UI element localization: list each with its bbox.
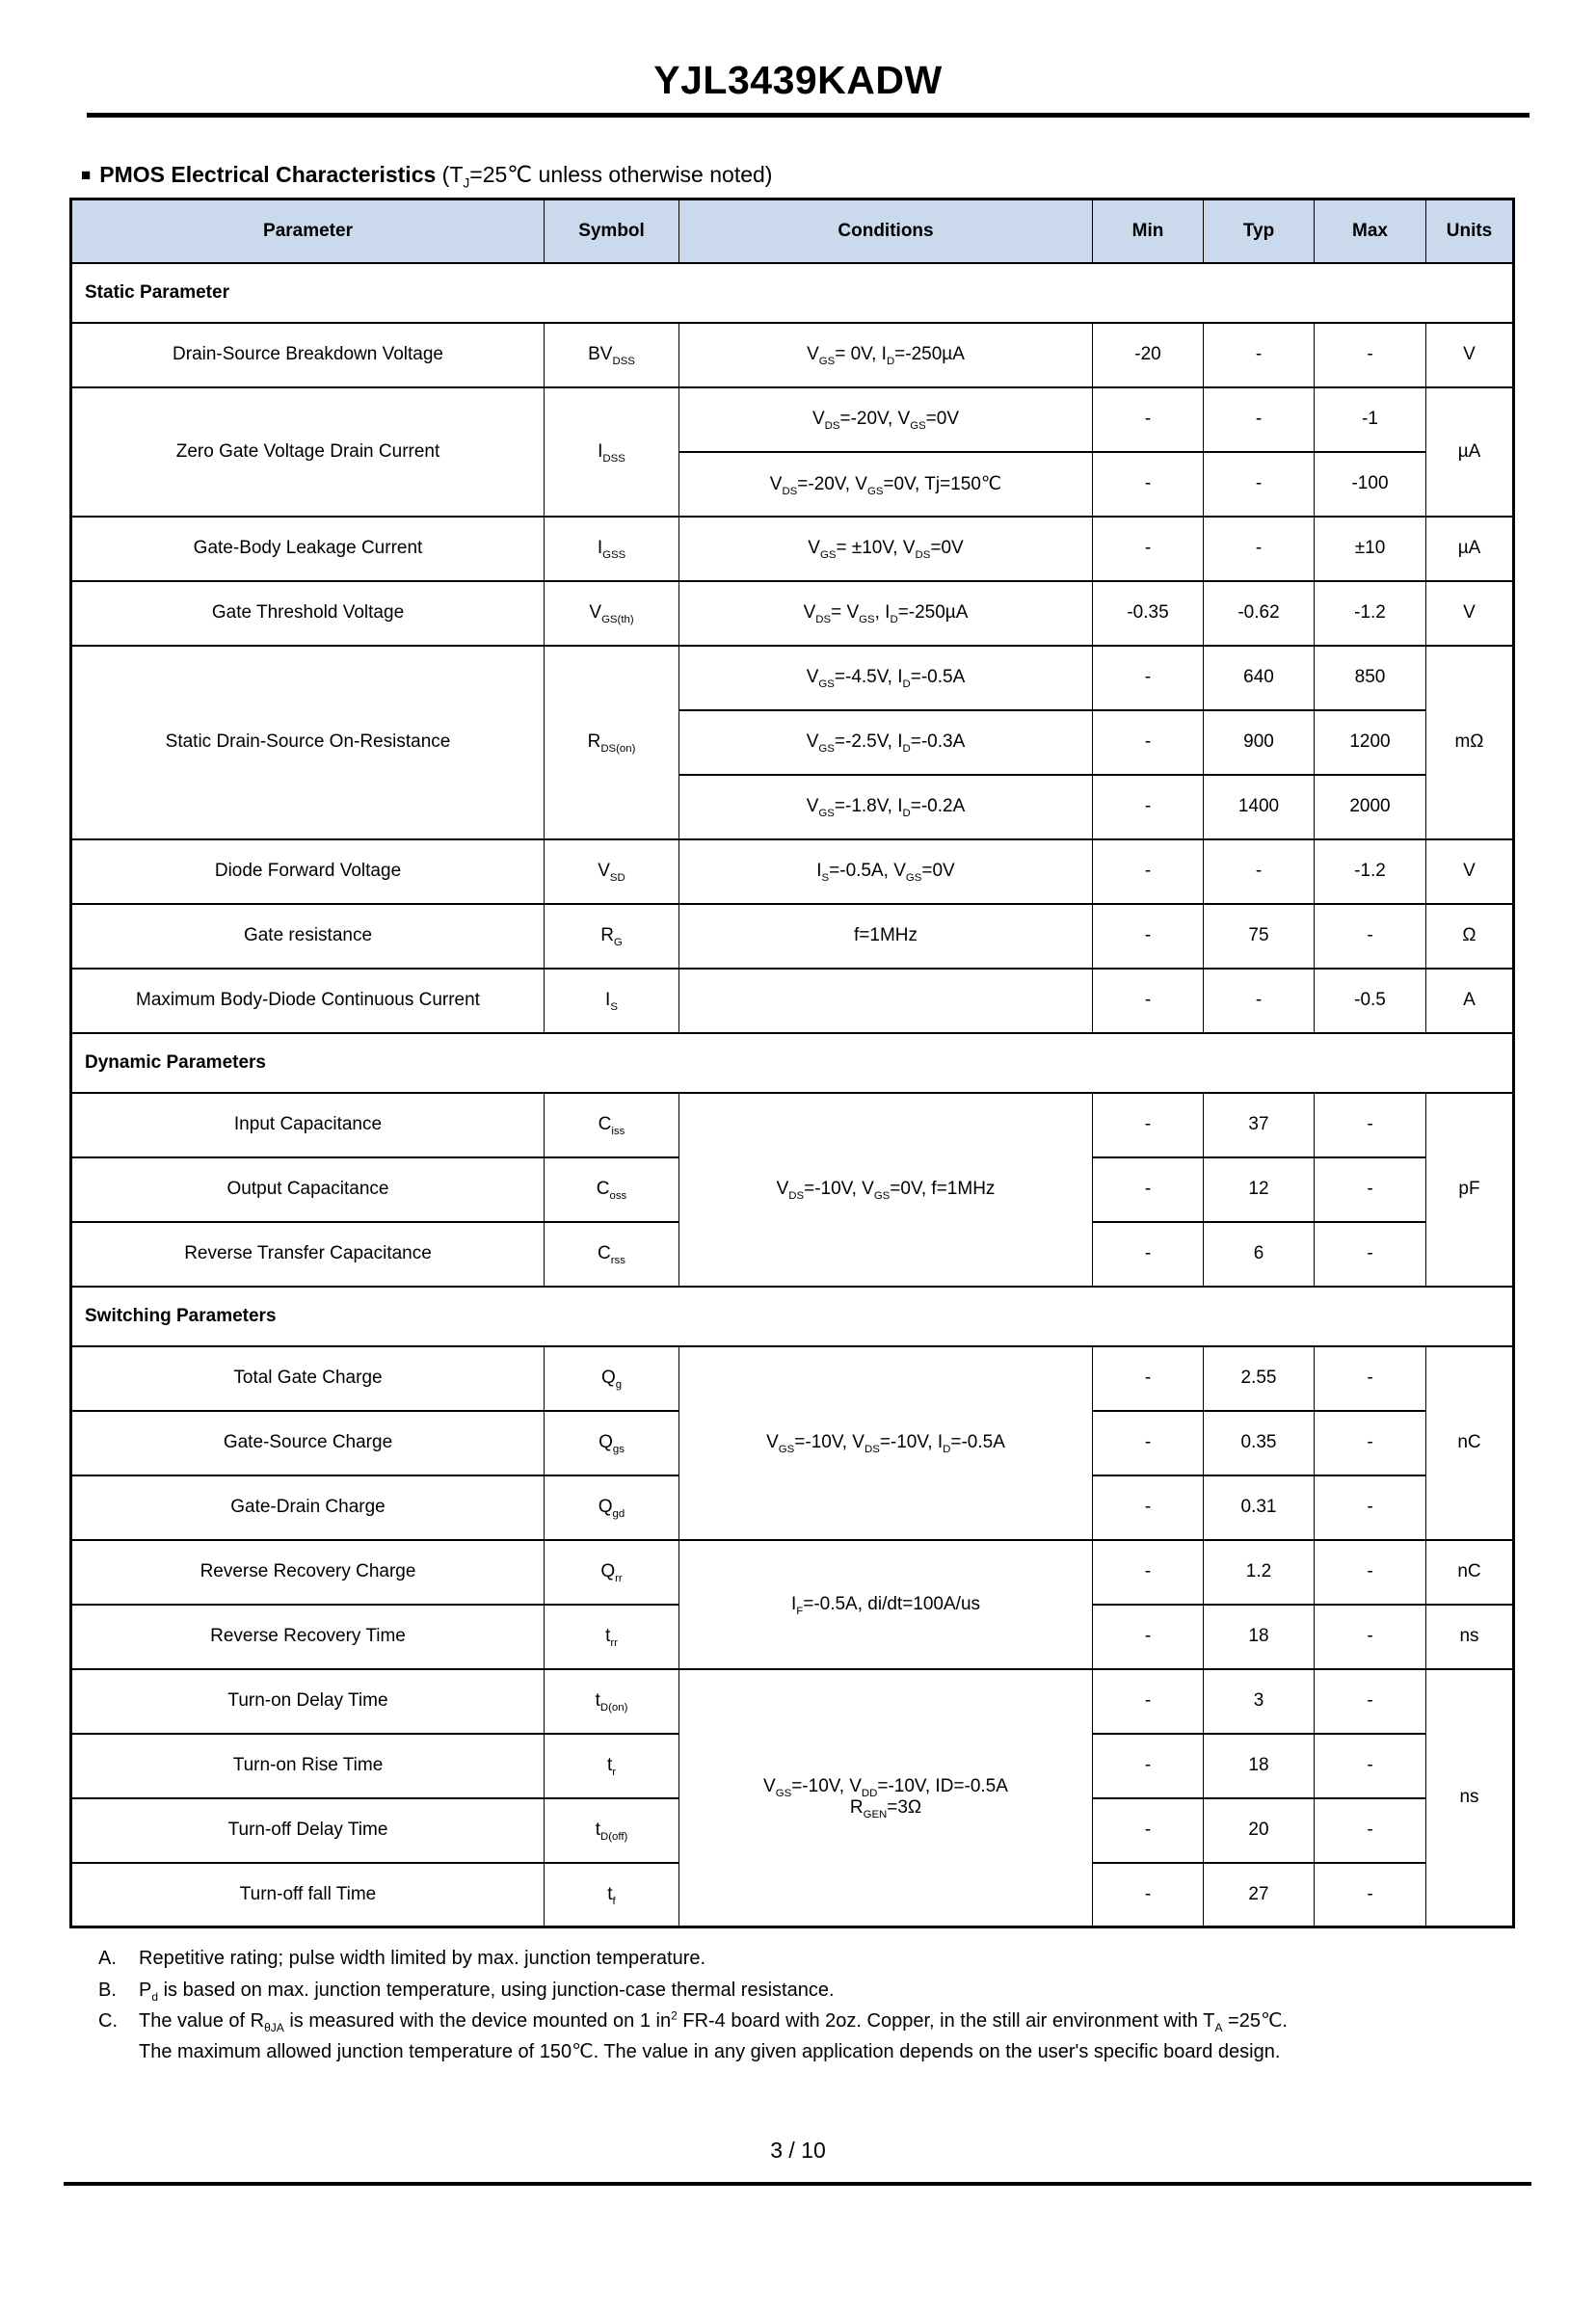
symbol-cell: $Q_g$ [545, 1346, 679, 1411]
symbol-cell: $t_f$ [545, 1863, 679, 1927]
typ-cell: 3 [1204, 1669, 1315, 1734]
param-cell: Gate-Body Leakage Current [71, 517, 545, 581]
param-cell: Static Drain-Source On-Resistance [71, 646, 545, 839]
typ-cell: - [1204, 452, 1315, 517]
typ-cell: - [1204, 839, 1315, 904]
param-cell: Reverse Recovery Time [71, 1605, 545, 1669]
conditions-cell: $V_{GS}=-2.5V$, $I_D=-0.3A$ [679, 710, 1093, 775]
section-row-switching [71, 1287, 1514, 1346]
typ-cell: 6 [1204, 1222, 1315, 1287]
max-cell: -100 [1315, 452, 1426, 517]
units-cell: ns [1426, 1605, 1514, 1669]
table-row [71, 517, 1514, 581]
param-cell: Gate Threshold Voltage [71, 581, 545, 646]
conditions-cell: $V_{DS}=-10V$, $V_{GS}=0V$, f=1MHz [679, 1093, 1093, 1287]
col-header-conditions: Conditions [679, 199, 1093, 263]
min-cell: -0.35 [1093, 581, 1204, 646]
max-cell: - [1315, 1157, 1426, 1222]
symbol-cell: $t_r$ [545, 1734, 679, 1798]
min-cell: - [1093, 1540, 1204, 1605]
conditions-cell [679, 969, 1093, 1033]
max-cell: - [1315, 904, 1426, 969]
conditions-cell: $V_{GS}= 0V$, $I_D=-250\mu A$ [679, 323, 1093, 387]
typ-cell: - [1204, 969, 1315, 1033]
section-label: Switching Parameters [71, 1287, 1514, 1346]
max-cell: - [1315, 1346, 1426, 1411]
col-header-typ: Typ [1204, 199, 1315, 263]
footer-divider [64, 2182, 1531, 2186]
param-cell: Reverse Recovery Charge [71, 1540, 545, 1605]
footnotes [98, 1944, 1596, 2067]
units-cell: V [1426, 323, 1514, 387]
symbol-cell: $t_{rr}$ [545, 1605, 679, 1669]
typ-cell: -0.62 [1204, 581, 1315, 646]
section-heading [81, 162, 1596, 191]
footnote-text: The value of $R_{\theta JA}$ is measured with the device mounted on 1 $in^2$ FR-4 board with 2oz. Copper, in the still air environment with $T_A$ =25℃. The maximum allowed junction temperature of 150℃. The value in any given application depends on the user's specific board design. [139, 2008, 1288, 2062]
param-cell: Input Capacitance [71, 1093, 545, 1157]
min-cell: - [1093, 1734, 1204, 1798]
conditions-cell: $V_{DS}= V_{GS}$, $I_D=-250\mu A$ [679, 581, 1093, 646]
symbol-cell: $C_{iss}$ [545, 1093, 679, 1157]
conditions-cell: $V_{DS}=-20V$, $V_{GS}=0V$, Tj=150℃ [679, 452, 1093, 517]
footnote-b [98, 1976, 1596, 2006]
footnote-text: Repetitive rating; pulse width limited by max. junction temperature. [139, 1948, 706, 1969]
min-cell: - [1093, 517, 1204, 581]
units-cell: µA [1426, 387, 1514, 517]
section-condition-note: ($T_J=25℃$ unless otherwise noted) [441, 162, 773, 191]
table-row [71, 1669, 1514, 1734]
max-cell: - [1315, 1411, 1426, 1475]
units-cell: nC [1426, 1540, 1514, 1605]
typ-cell: - [1204, 517, 1315, 581]
min-cell: - [1093, 1798, 1204, 1863]
footnote-text: $P_d$ is based on max. junction temperature, using junction-case thermal resistance. [139, 1979, 835, 2004]
min-cell: - [1093, 1093, 1204, 1157]
typ-cell: 1.2 [1204, 1540, 1315, 1605]
conditions-cell: $V_{GS}=-10V$, $V_{DS}=-10V$, $I_D=-0.5A$ [679, 1346, 1093, 1540]
col-header-symbol: Symbol [545, 199, 679, 263]
param-cell: Reverse Transfer Capacitance [71, 1222, 545, 1287]
electrical-characteristics-table [69, 198, 1515, 1928]
symbol-cell: $I_{DSS}$ [545, 387, 679, 517]
typ-cell: 1400 [1204, 775, 1315, 839]
min-cell: - [1093, 969, 1204, 1033]
max-cell: - [1315, 1669, 1426, 1734]
page-title: YJL3439KADW [653, 58, 943, 102]
max-cell: - [1315, 323, 1426, 387]
footnote-label: B. [98, 1979, 117, 2001]
footnote-c [98, 2006, 1596, 2067]
typ-cell: 75 [1204, 904, 1315, 969]
section-title: PMOS Electrical Characteristics [99, 162, 437, 187]
table-row [71, 904, 1514, 969]
table-row [71, 969, 1514, 1033]
units-cell: µA [1426, 517, 1514, 581]
table-row [71, 839, 1514, 904]
max-cell: 2000 [1315, 775, 1426, 839]
min-cell: - [1093, 1411, 1204, 1475]
table-row [71, 387, 1514, 452]
symbol-cell: $R_{DS(on)}$ [545, 646, 679, 839]
max-cell: -1 [1315, 387, 1426, 452]
max-cell: 850 [1315, 646, 1426, 710]
min-cell: - [1093, 1475, 1204, 1540]
symbol-cell: $I_{GSS}$ [545, 517, 679, 581]
units-cell: nC [1426, 1346, 1514, 1540]
min-cell: - [1093, 1863, 1204, 1927]
param-cell: Turn-off Delay Time [71, 1798, 545, 1863]
min-cell: - [1093, 452, 1204, 517]
min-cell: - [1093, 646, 1204, 710]
units-cell: V [1426, 839, 1514, 904]
section-row-static [71, 263, 1514, 323]
max-cell: - [1315, 1222, 1426, 1287]
symbol-cell: $t_{D(off)}$ [545, 1798, 679, 1863]
section-label: Static Parameter [71, 263, 1514, 323]
max-cell: - [1315, 1734, 1426, 1798]
param-cell: Turn-on Rise Time [71, 1734, 545, 1798]
typ-cell: 20 [1204, 1798, 1315, 1863]
param-cell: Total Gate Charge [71, 1346, 545, 1411]
min-cell: - [1093, 1346, 1204, 1411]
max-cell: -1.2 [1315, 581, 1426, 646]
conditions-cell: $V_{GS}=-1.8V$, $I_D=-0.2A$ [679, 775, 1093, 839]
param-cell: Gate resistance [71, 904, 545, 969]
typ-cell: 0.31 [1204, 1475, 1315, 1540]
table-row [71, 1346, 1514, 1411]
max-cell: - [1315, 1540, 1426, 1605]
typ-cell: 900 [1204, 710, 1315, 775]
param-cell: Output Capacitance [71, 1157, 545, 1222]
max-cell: - [1315, 1798, 1426, 1863]
footnote-a [98, 1944, 1596, 1975]
title-divider [87, 113, 1530, 118]
conditions-cell: $I_F=-0.5A$, di/dt=100A/us [679, 1540, 1093, 1669]
param-cell: Turn-on Delay Time [71, 1669, 545, 1734]
typ-cell: 18 [1204, 1734, 1315, 1798]
min-cell: - [1093, 839, 1204, 904]
min-cell: - [1093, 1605, 1204, 1669]
max-cell: - [1315, 1605, 1426, 1669]
section-bullet-icon: ■ [81, 166, 92, 184]
typ-cell: 18 [1204, 1605, 1315, 1669]
units-cell: mΩ [1426, 646, 1514, 839]
typ-cell: 12 [1204, 1157, 1315, 1222]
symbol-cell: $Q_{gd}$ [545, 1475, 679, 1540]
symbol-cell: $V_{GS(th)}$ [545, 581, 679, 646]
col-header-min: Min [1093, 199, 1204, 263]
conditions-cell: f=1MHz [679, 904, 1093, 969]
min-cell: - [1093, 1222, 1204, 1287]
param-cell: Drain-Source Breakdown Voltage [71, 323, 545, 387]
min-cell: - [1093, 387, 1204, 452]
symbol-cell: $R_G$ [545, 904, 679, 969]
table-row [71, 1540, 1514, 1605]
min-cell: - [1093, 775, 1204, 839]
max-cell: - [1315, 1093, 1426, 1157]
min-cell: - [1093, 1669, 1204, 1734]
typ-cell: 27 [1204, 1863, 1315, 1927]
symbol-cell: $I_S$ [545, 969, 679, 1033]
max-cell: -0.5 [1315, 969, 1426, 1033]
col-header-max: Max [1315, 199, 1426, 263]
symbol-cell: $V_{SD}$ [545, 839, 679, 904]
footnote-label: A. [98, 1948, 117, 1969]
conditions-cell: $I_S=-0.5A$, $V_{GS}=0V$ [679, 839, 1093, 904]
min-cell: - [1093, 904, 1204, 969]
units-cell: A [1426, 969, 1514, 1033]
min-cell: - [1093, 1157, 1204, 1222]
conditions-cell: $V_{DS}=-20V$, $V_{GS}=0V$ [679, 387, 1093, 452]
units-cell: ns [1426, 1669, 1514, 1927]
section-label: Dynamic Parameters [71, 1033, 1514, 1093]
typ-cell: 640 [1204, 646, 1315, 710]
symbol-cell: $Q_{rr}$ [545, 1540, 679, 1605]
table-header-row [71, 199, 1514, 263]
typ-cell: 2.55 [1204, 1346, 1315, 1411]
units-cell: pF [1426, 1093, 1514, 1287]
param-cell: Zero Gate Voltage Drain Current [71, 387, 545, 517]
units-cell: Ω [1426, 904, 1514, 969]
min-cell: - [1093, 710, 1204, 775]
table-row [71, 323, 1514, 387]
table-row [71, 1093, 1514, 1157]
footnote-label: C. [98, 2010, 118, 2033]
conditions-cell: $V_{GS}=-4.5V$, $I_D=-0.5A$ [679, 646, 1093, 710]
max-cell: ±10 [1315, 517, 1426, 581]
col-header-units: Units [1426, 199, 1514, 263]
param-cell: Gate-Source Charge [71, 1411, 545, 1475]
param-cell: Gate-Drain Charge [71, 1475, 545, 1540]
symbol-cell: $Q_{gs}$ [545, 1411, 679, 1475]
max-cell: - [1315, 1475, 1426, 1540]
symbol-cell: $C_{oss}$ [545, 1157, 679, 1222]
conditions-cell: $V_{GS}=-10V$, $V_{DD}=-10V$, ID=-0.5A $R_{GEN}=3\Omega$ [679, 1669, 1093, 1927]
typ-cell: 0.35 [1204, 1411, 1315, 1475]
min-cell: -20 [1093, 323, 1204, 387]
max-cell: - [1315, 1863, 1426, 1927]
conditions-cell: $V_{GS}= \pm 10V$, $V_{DS}=0V$ [679, 517, 1093, 581]
max-cell: -1.2 [1315, 839, 1426, 904]
symbol-cell: $C_{rss}$ [545, 1222, 679, 1287]
param-cell: Turn-off fall Time [71, 1863, 545, 1927]
symbol-cell: $t_{D(on)}$ [545, 1669, 679, 1734]
symbol-cell: $BV_{DSS}$ [545, 323, 679, 387]
typ-cell: 37 [1204, 1093, 1315, 1157]
page-number: 3 / 10 [770, 2138, 826, 2163]
col-header-parameter: Parameter [71, 199, 545, 263]
table-row [71, 581, 1514, 646]
max-cell: 1200 [1315, 710, 1426, 775]
units-cell: V [1426, 581, 1514, 646]
section-row-dynamic [71, 1033, 1514, 1093]
param-cell: Diode Forward Voltage [71, 839, 545, 904]
table-row [71, 646, 1514, 710]
param-cell: Maximum Body-Diode Continuous Current [71, 969, 545, 1033]
typ-cell: - [1204, 323, 1315, 387]
typ-cell: - [1204, 387, 1315, 452]
